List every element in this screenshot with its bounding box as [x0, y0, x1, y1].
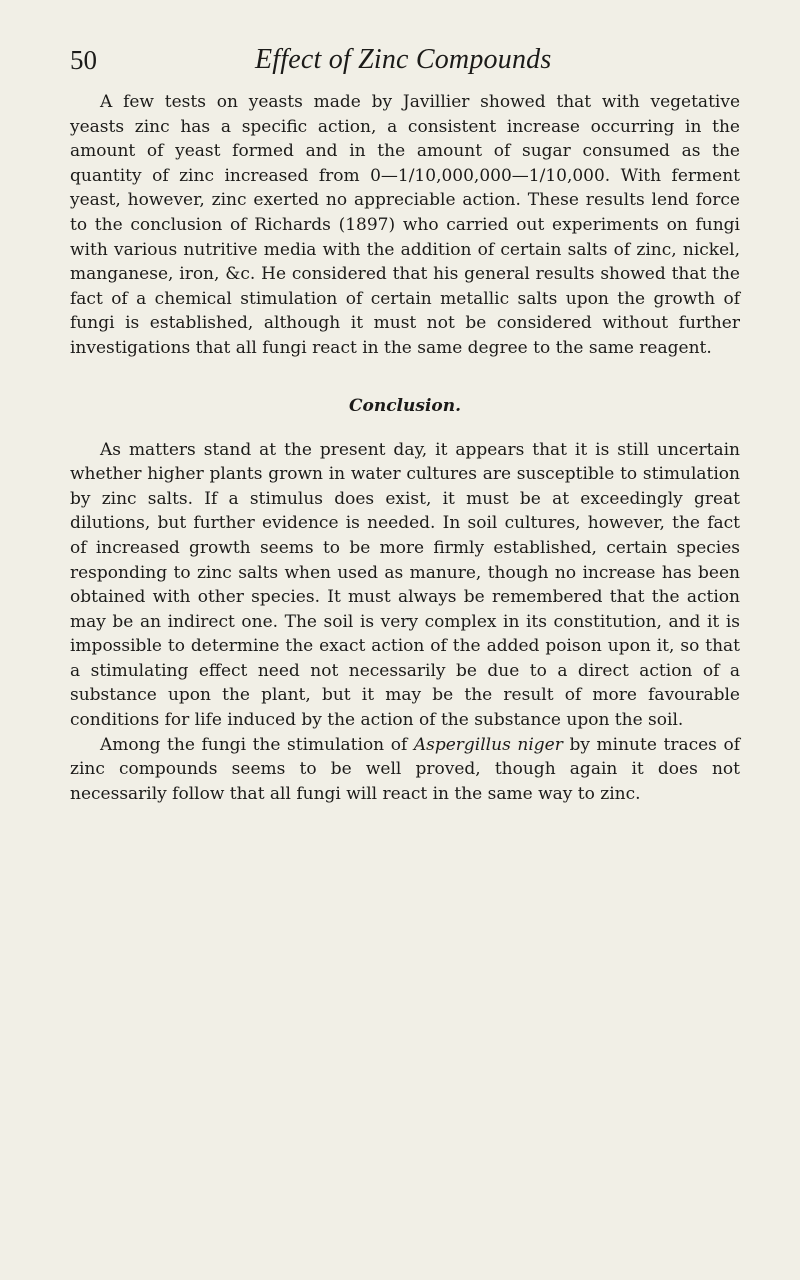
paragraph-fungi-text-start: Among the fungi the stimulation of: [100, 734, 414, 755]
section-heading-conclusion: Conclusion.: [348, 395, 462, 416]
paragraph-fungi-stimulation: [70, 733, 740, 807]
paragraph-javillier-yeasts: A few tests on yeasts made by Javillier showed that with vegetative yeasts zinc has a specific action, a consistent increase occurring in the amount of yeast formed and in the amount of sugar consumed as the quantity of zinc increased from 0—1/10,000,000—1/10,000. With ferment yeast, however, zinc exerted no appreciable action. These results lend force to the conclusion of Richards (1897) who carried out experiments on fungi with various nutritive media with the addition of certain salts of zinc, nickel, manganese, iron, &c. He considered that his general results showed that the fact of a chemical stimulation of certain metallic salts upon the growth of fungi is established, although it must not be considered without further investigations that all fungi react in the same degree to the same reagent.: [70, 92, 740, 358]
page-number: 50: [70, 45, 97, 75]
paragraph-fungi-text-end: by minute traces of zinc compounds seems to be well proved, though again it does not necessarily follow that all fungi will react in the same way to zinc.: [70, 734, 741, 804]
paragraph-conclusion: As matters stand at the present day, it appears that it is still uncertain whether higher plants grown in water cultures are susceptible to stimulation by zinc salts. If a stimulus does exist, it must be at exceedingly great dilutions, but further evidence is needed. In soil cultures, however, the fact of increased growth seems to be more firmly established, certain species responding to zinc salts when used as manure, though no increase has been obtained with other species. It must always be remembered that the action may be an indirect one. The soil is very complex in its constitution, and it is impossible to determine the exact action of the added poison upon it, so that a stimulating effect need not necessarily be due to a direct action of a substance upon the plant, but it may be the result of more favourable conditions for life induced by the action of the substance upon the soil.: [70, 439, 740, 731]
page-header: [70, 40, 750, 80]
page-body: [70, 90, 740, 806]
species-name-aspergillus-niger: Aspergillus niger: [413, 734, 563, 755]
running-title: Effect of Zinc Compounds: [255, 44, 552, 75]
